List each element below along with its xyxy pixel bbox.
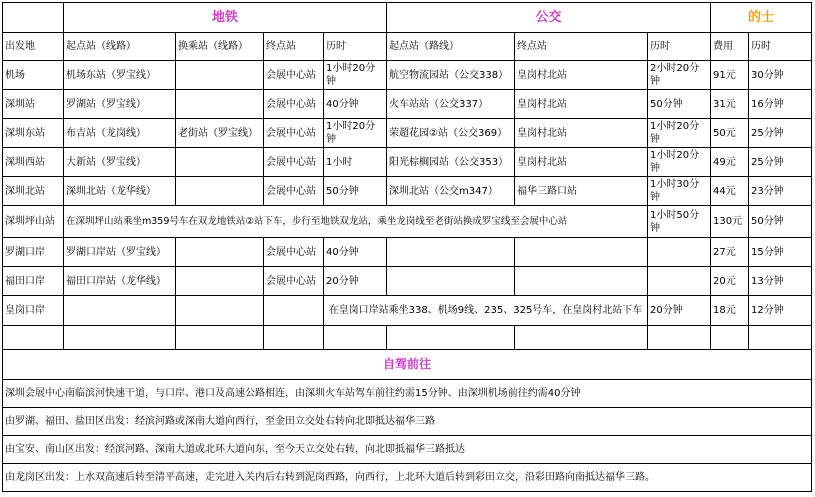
metro-end-cell: 会展中心站 bbox=[264, 238, 324, 267]
metro-time-cell: 50分钟 bbox=[324, 177, 387, 206]
metro-time-cell: 40分钟 bbox=[324, 90, 387, 119]
origin-cell: 机场 bbox=[3, 61, 64, 90]
metro-time-cell: 1小时 bbox=[324, 148, 387, 177]
metro-transfer-cell bbox=[176, 61, 264, 90]
metro-end-cell: 会展中心站 bbox=[264, 177, 324, 206]
taxi-fee-cell: 31元 bbox=[711, 90, 749, 119]
metro-transfer-cell bbox=[176, 148, 264, 177]
huanggang-route-note: 在皇岗口岸站乘坐338、机场9线、235、325号车，在皇岗村北站下车 bbox=[324, 296, 648, 326]
drive-line: 由龙岗区出发：上水双高速后转至清平高速，走完进入关内后右转到泥岗西路，向西行，上北环大道后转到彩田立交，沿彩田路向南抵达福华三路。 bbox=[3, 464, 812, 492]
bus-section-header: 公交 bbox=[387, 3, 711, 33]
header-metro-transfer: 换乘站（线路） bbox=[176, 33, 264, 61]
bus-time-cell: 2小时20分钟 bbox=[648, 61, 711, 90]
origin-cell: 皇岗口岸 bbox=[3, 296, 64, 326]
table-row bbox=[3, 326, 812, 350]
taxi-time-cell: 50分钟 bbox=[749, 206, 812, 238]
metro-section-header: 地铁 bbox=[64, 3, 387, 33]
metro-time-cell: 40分钟 bbox=[324, 238, 387, 267]
origin-cell: 深圳西站 bbox=[3, 148, 64, 177]
taxi-fee-cell: 44元 bbox=[711, 177, 749, 206]
bus-time-cell: 1小时30分钟 bbox=[648, 177, 711, 206]
bus-end-cell: 福华三路口站 bbox=[515, 177, 648, 206]
header-bus-end: 终点站 bbox=[515, 33, 648, 61]
metro-transfer-cell bbox=[176, 296, 264, 326]
table-row bbox=[3, 90, 812, 119]
header-bus-time: 历时 bbox=[648, 33, 711, 61]
table-row bbox=[3, 177, 812, 206]
taxi-time-cell: 25分钟 bbox=[749, 119, 812, 148]
taxi-time-cell: 15分钟 bbox=[749, 238, 812, 267]
table-row bbox=[3, 206, 812, 238]
metro-start-cell: 大新站（罗宝线） bbox=[64, 148, 176, 177]
taxi-time-cell: 16分钟 bbox=[749, 90, 812, 119]
metro-start-cell: 罗湖口岸站（罗宝线） bbox=[64, 238, 176, 267]
metro-end-cell: 会展中心站 bbox=[264, 267, 324, 296]
bus-start-cell bbox=[387, 238, 515, 267]
origin-cell: 深圳北站 bbox=[3, 177, 64, 206]
bus-end-cell bbox=[515, 267, 648, 296]
metro-transfer-cell bbox=[176, 267, 264, 296]
bus-time-cell: 1小时20分钟 bbox=[648, 119, 711, 148]
metro-end-cell: 会展中心站 bbox=[264, 90, 324, 119]
table-row bbox=[3, 238, 812, 267]
taxi-fee-cell: 91元 bbox=[711, 61, 749, 90]
origin-cell: 罗湖口岸 bbox=[3, 238, 64, 267]
taxi-fee-cell: 130元 bbox=[711, 206, 749, 238]
metro-start-cell bbox=[64, 296, 176, 326]
metro-start-cell: 罗湖站（罗宝线） bbox=[64, 90, 176, 119]
header-taxi-time: 历时 bbox=[749, 33, 812, 61]
metro-end-cell: 会展中心站 bbox=[264, 119, 324, 148]
pingshan-route-note: 在深圳坪山站乘坐m359号车在双龙地铁站②站下车，步行至地铁双龙站，乘坐龙岗线至老街站换成罗宝线至会展中心站 bbox=[64, 206, 648, 238]
taxi-time-cell: 12分钟 bbox=[749, 296, 812, 326]
origin-cell: 深圳东站 bbox=[3, 119, 64, 148]
taxi-fee-cell: 18元 bbox=[711, 296, 749, 326]
metro-transfer-cell bbox=[176, 177, 264, 206]
taxi-section-header: 的士 bbox=[711, 3, 812, 33]
metro-start-cell: 深圳北站（龙华线） bbox=[64, 177, 176, 206]
bus-start-cell: 阳光棕榈园站（公交353） bbox=[387, 148, 515, 177]
taxi-time-cell: 30分钟 bbox=[749, 61, 812, 90]
drive-line: 由罗湖、福田、盐田区出发：经滨河路或深南大道向西行，至金田立交处右转向北即抵达福华三路 bbox=[3, 408, 812, 436]
bus-end-cell bbox=[515, 238, 648, 267]
taxi-time-cell: 13分钟 bbox=[749, 267, 812, 296]
taxi-fee-cell: 50元 bbox=[711, 119, 749, 148]
bus-time-cell: 1小时20分钟 bbox=[648, 148, 711, 177]
table-row bbox=[3, 148, 812, 177]
taxi-time-cell: 25分钟 bbox=[749, 148, 812, 177]
taxi-fee-cell: 20元 bbox=[711, 267, 749, 296]
taxi-fee-cell: 49元 bbox=[711, 148, 749, 177]
corner-cell bbox=[3, 3, 64, 33]
metro-end-cell bbox=[264, 296, 324, 326]
bus-end-cell: 皇岗村北站 bbox=[515, 148, 648, 177]
drive-line: 深圳会展中心南临滨河快速干道，与口岸、港口及高速公路相连，由深圳火车站驾车前往约需15分钟、由深圳机场前往约需40分钟 bbox=[3, 380, 812, 408]
bus-time-cell bbox=[648, 238, 711, 267]
header-bus-start: 起点站（路线） bbox=[387, 33, 515, 61]
origin-cell: 福田口岸 bbox=[3, 267, 64, 296]
header-metro-end: 终点站 bbox=[264, 33, 324, 61]
taxi-fee-cell: 27元 bbox=[711, 238, 749, 267]
bus-start-cell bbox=[387, 267, 515, 296]
bus-end-cell: 皇岗村北站 bbox=[515, 61, 648, 90]
header-origin: 出发地 bbox=[3, 33, 64, 61]
bus-end-cell: 皇岗村北站 bbox=[515, 90, 648, 119]
header-taxi-fee: 费用 bbox=[711, 33, 749, 61]
header-metro-time: 历时 bbox=[324, 33, 387, 61]
origin-cell: 深圳坪山站 bbox=[3, 206, 64, 238]
table-row bbox=[3, 61, 812, 90]
header-metro-start: 起点站（线路） bbox=[64, 33, 176, 61]
bus-time-cell: 1小时50分钟 bbox=[648, 206, 711, 238]
drive-line: 由宝安、南山区出发：经滨河路、深南大道或北环大道向东，至今天立交处右转，向北即抵福华三路抵达 bbox=[3, 436, 812, 464]
metro-transfer-cell: 老街站（罗宝线） bbox=[176, 119, 264, 148]
metro-time-cell: 20分钟 bbox=[324, 267, 387, 296]
table-row bbox=[3, 119, 812, 148]
metro-time-cell: 1小时20分钟 bbox=[324, 119, 387, 148]
metro-end-cell: 会展中心站 bbox=[264, 61, 324, 90]
bus-end-cell: 皇岗村北站 bbox=[515, 119, 648, 148]
metro-start-cell: 机场东站（罗宝线） bbox=[64, 61, 176, 90]
bus-start-cell: 航空物流园站（公交338） bbox=[387, 61, 515, 90]
bus-start-cell: 深圳北站（公交m347） bbox=[387, 177, 515, 206]
table-row bbox=[3, 267, 812, 296]
bus-time-cell: 20分钟 bbox=[648, 296, 711, 326]
table-row bbox=[3, 296, 812, 326]
bus-start-cell: 火车站站（公交337） bbox=[387, 90, 515, 119]
metro-transfer-cell bbox=[176, 238, 264, 267]
bus-start-cell: 荣超花园②站（公交369） bbox=[387, 119, 515, 148]
metro-time-cell: 1小时20分钟 bbox=[324, 61, 387, 90]
taxi-time-cell: 23分钟 bbox=[749, 177, 812, 206]
origin-cell: 深圳站 bbox=[3, 90, 64, 119]
bus-time-cell: 50分钟 bbox=[648, 90, 711, 119]
transport-table bbox=[2, 2, 812, 492]
metro-start-cell: 布吉站（龙岗线） bbox=[64, 119, 176, 148]
metro-transfer-cell bbox=[176, 90, 264, 119]
metro-start-cell: 福田口岸站（龙华线） bbox=[64, 267, 176, 296]
bus-time-cell bbox=[648, 267, 711, 296]
drive-section-header: 自驾前往 bbox=[3, 350, 812, 380]
metro-end-cell: 会展中心站 bbox=[264, 148, 324, 177]
